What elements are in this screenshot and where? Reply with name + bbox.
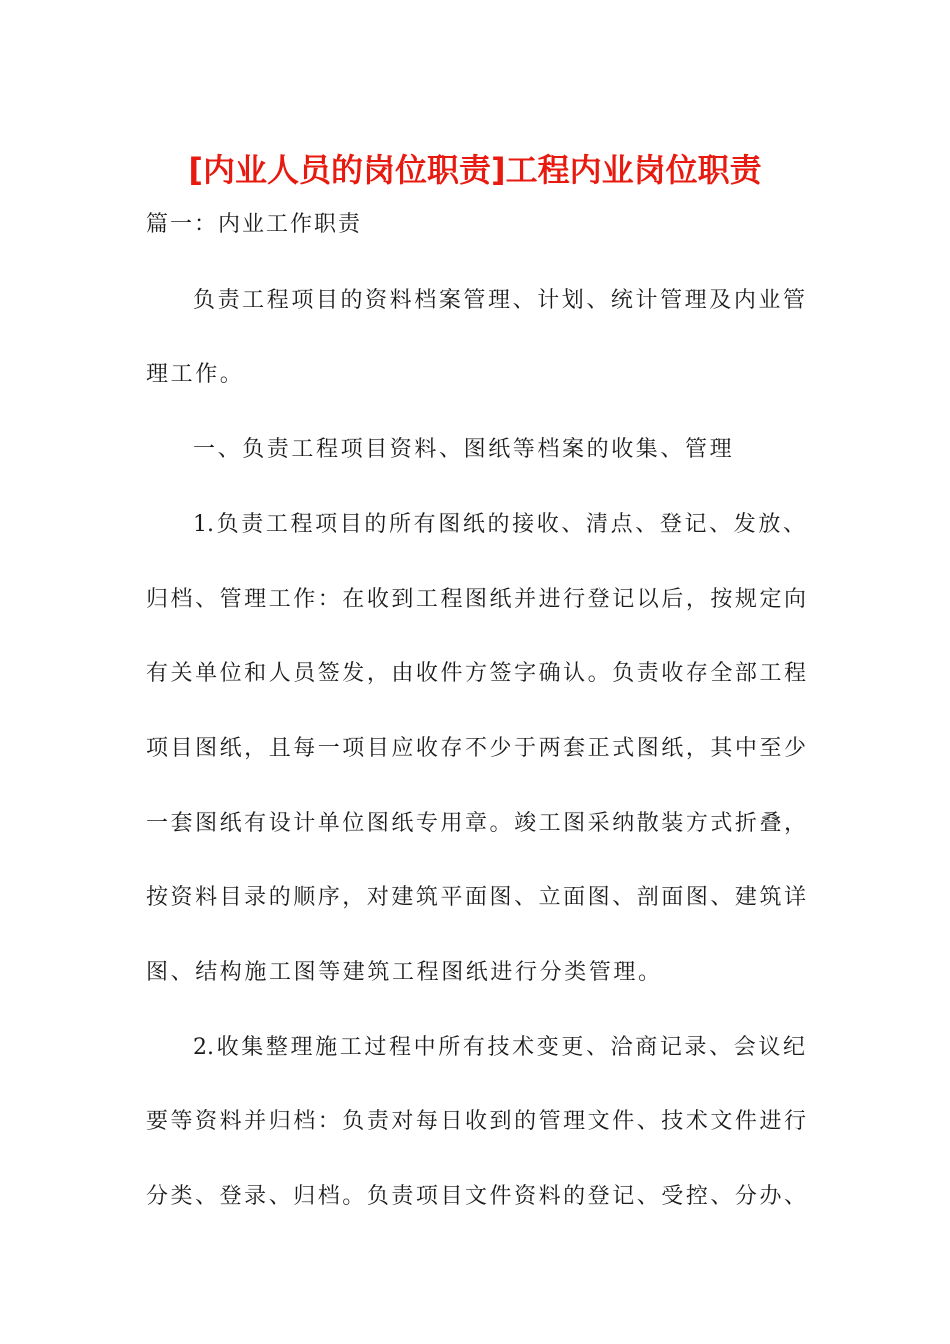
paragraph-line: 图、结构施工图等建筑工程图纸进行分类管理。: [146, 960, 663, 985]
document-title: [内业人员的岗位职责]工程内业岗位职责: [188, 151, 762, 189]
paragraph-line: 有关单位和人员签发，由收件方签字确认。负责收存全部工程: [146, 661, 806, 686]
paragraph-line: 归档、管理工作：在收到工程图纸并进行登记以后，按规定向: [146, 587, 806, 612]
paragraph-line: 分类、登录、归档。负责项目文件资料的登记、受控、分办、: [146, 1184, 806, 1209]
paragraph-line: 按资料目录的顺序，对建筑平面图、立面图、剖面图、建筑详: [146, 885, 806, 910]
paragraph-line: 理工作。: [146, 362, 245, 387]
paragraph-line: 一套图纸有设计单位图纸专用章。竣工图采纳散装方式折叠，: [146, 811, 806, 836]
paragraph-line: 1.负责工程项目的所有图纸的接收、清点、登记、发放、: [193, 512, 805, 537]
paragraph-line: 一、负责工程项目资料、图纸等档案的收集、管理: [193, 437, 735, 462]
paragraph-line: 负责工程项目的资料档案管理、计划、统计管理及内业管: [193, 288, 805, 313]
paragraph-line: 要等资料并归档：负责对每日收到的管理文件、技术文件进行: [146, 1109, 806, 1134]
section-heading: 篇一：内业工作职责: [146, 212, 363, 237]
paragraph-line: 项目图纸，且每一项目应收存不少于两套正式图纸，其中至少: [146, 736, 806, 761]
paragraph-line: 2.收集整理施工过程中所有技术变更、洽商记录、会议纪: [193, 1035, 805, 1060]
